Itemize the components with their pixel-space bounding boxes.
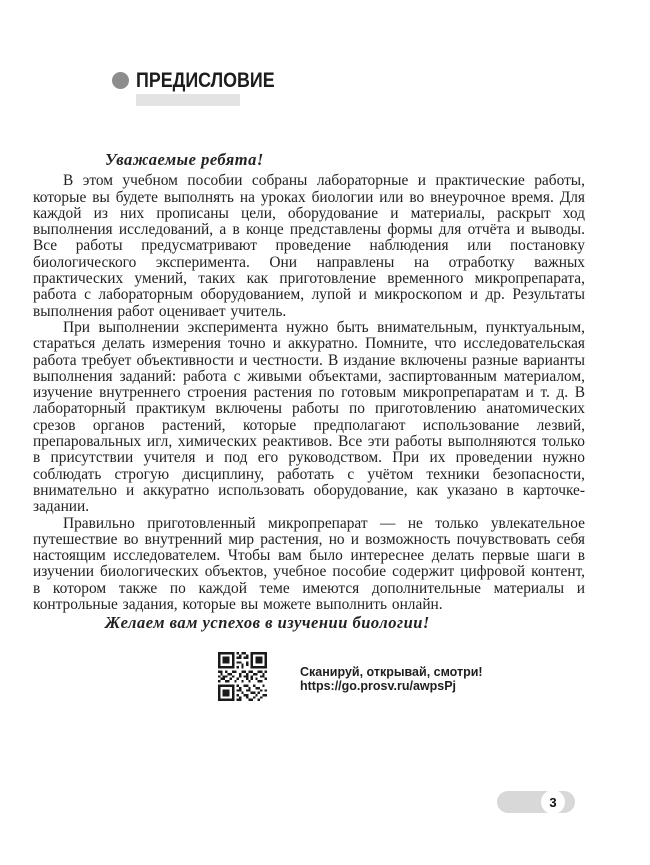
paragraph: В этом учебном пособии собраны лабораторные и практические работы, которые вы будете выполнять на уроках биологии или во внеурочное время. Для каждой из них прописаны цели, оборудование и материалы, раскрыт ход выполнения исследований, а в конце представлены формы для отчёта и выводы. Все работы предусматривают проведение наблюдения или постановку биологического эксперимента. Они направлены на отработку важных практических умений, таких как приготовление временного микропрепарата, работа с лабораторным оборудованием, лупой и микроскопом и др. Результаты выполнения работ оценивает учитель. — [33, 172, 585, 320]
qr-caption-line2: https://go.prosv.ru/awpsPj — [300, 678, 457, 693]
page-number: 3 — [541, 790, 565, 814]
chapter-title: ПРЕДИСЛОВИЕ — [136, 69, 275, 92]
chapter-header — [112, 70, 650, 106]
chapter-title-block — [136, 70, 299, 106]
title-underline-bar — [136, 94, 240, 106]
qr-caption — [300, 665, 483, 693]
paragraph: Правильно приготовленный микропрепарат — не только увлекательное путешествие во внутренний мир растения, но и возможность почувствовать себя настоящим исследователем. Чтобы вам было интереснее делать первые шаги в изучении биологических объектов, учебное пособие содержит цифровой контент, в котором также по каждой теме имеются дополнительные материалы и контрольные задания, которые вы можете выполнить онлайн. — [33, 514, 585, 614]
section-bullet-icon — [112, 72, 129, 89]
greeting-line: Уважаемые ребята! — [105, 150, 264, 169]
qr-caption-line1: Сканируй, открывай, смотри! — [300, 664, 483, 679]
paragraph: При выполнении эксперимента нужно быть внимательным, пунктуальным, стараться делать измерения точно и аккуратно. Помните, что исследовательская работа требует объективности и честности. В издание включены разные варианты выполнения заданий: работа с живыми объектами, заспиртованным материалом, изучение внутреннего строения растения по готовым микропрепаратам и т. д. В лабораторный практикум включены работы по приготовлению анатомических срезов органов растений, которые предполагают использование лезвий, препаровальных игл, химических реактивов. Все эти работы выполняются только в присутствии учителя и под его руководством. При их проведении нужно соблюдать строгую дисциплину, работать с учётом техники безопасности, внимательно и аккуратно использовать оборудование, как указано в карточке-задании. — [33, 318, 585, 516]
qr-block — [218, 652, 650, 701]
qr-code-icon — [218, 652, 267, 701]
page-number-pill — [497, 791, 575, 813]
body-text — [33, 152, 585, 632]
closing-line: Желаем вам успехов в изучении биологии! — [105, 613, 430, 633]
